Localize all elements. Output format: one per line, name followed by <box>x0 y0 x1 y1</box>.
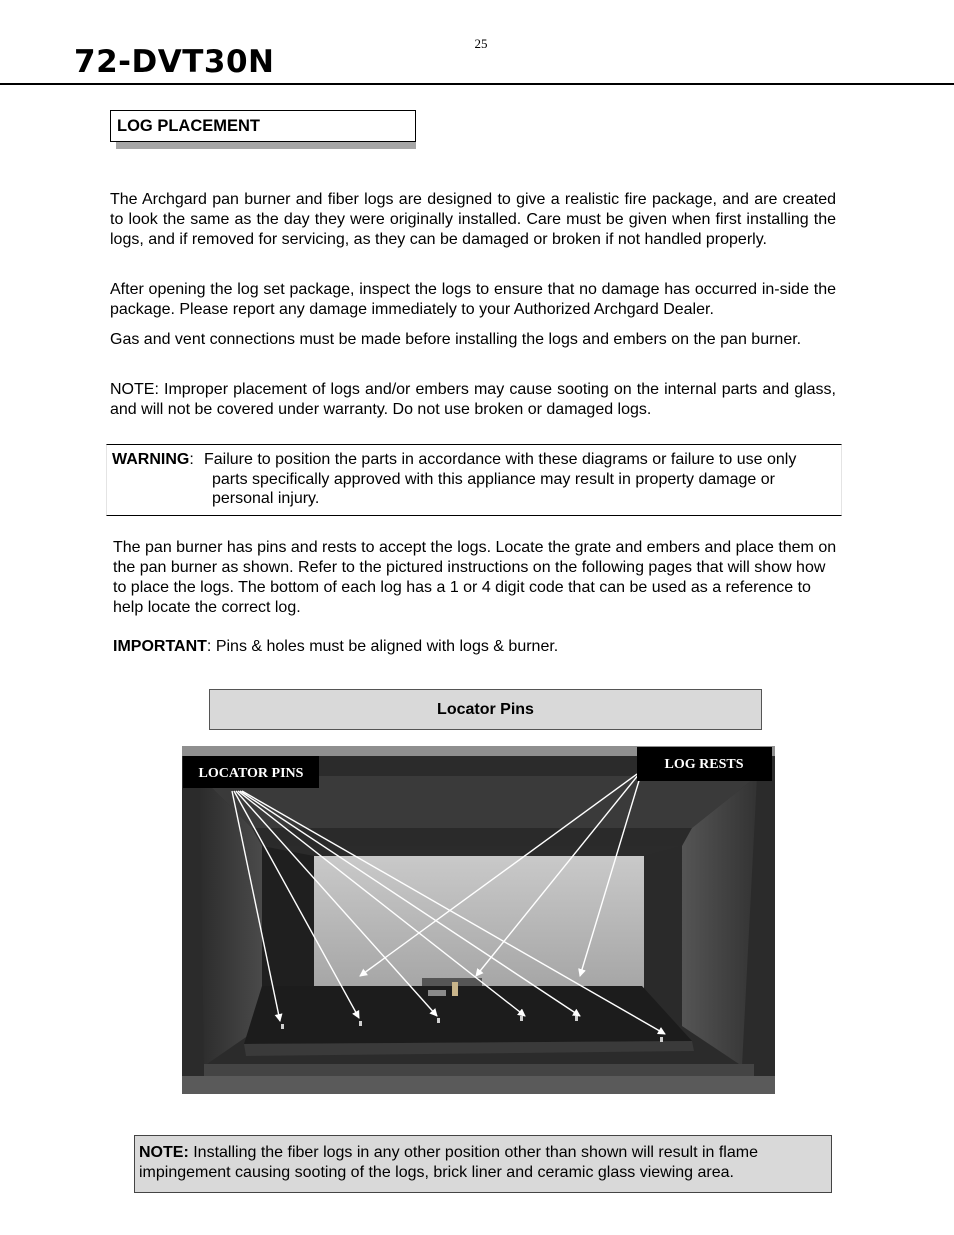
locator-pins-photo <box>182 746 775 1094</box>
note-box <box>134 1135 832 1193</box>
warning-label: WARNING: <box>112 451 194 468</box>
figure-heading: Locator Pins <box>209 689 762 730</box>
page-number: 25 <box>474 36 488 51</box>
locator-pins-label: LOCATOR PINS <box>198 766 304 781</box>
note-paragraph: NOTE: Improper placement of logs and/or embers may cause sooting on the internal parts and glass, and will not be covered under warranty. Do not use broken or damaged logs. <box>110 381 836 418</box>
header-rule <box>0 83 954 85</box>
model-title: 72-DVT30N <box>74 44 275 80</box>
important-note: IMPORTANT: Pins & holes must be aligned with logs & burner. <box>113 638 559 655</box>
inspect-paragraph: After opening the log set package, inspect the logs to ensure that no damage has occurred in-side the package. Please report any damage immediately to your Authorized Archgard Dealer. <box>110 281 836 318</box>
connections-paragraph: Gas and vent connections must be made before installing the logs and embers on the pan burner. <box>110 331 802 348</box>
pan-burner-paragraph: The pan burner has pins and rests to accept the logs. Locate the grate and embers and place them on the pan burner as shown. Refer to the pictured instructions on the following pages that will show how to place the logs. The bottom of each log has a 1 or 4 digit code that can be used as a reference to help locate the correct log. <box>113 539 837 616</box>
intro-paragraph: The Archgard pan burner and fiber logs are designed to give a realistic fire package, and are created to look the same as the day they were originally installed. Care must be given when first installing the logs, and if removed for servicing, as they can be damaged or broken if not handled properly. <box>110 191 836 248</box>
pan-burner <box>244 986 692 1044</box>
note-label: NOTE: <box>139 1144 189 1161</box>
note-text: Installing the fiber logs in any other position other than shown will result in flame impingement causing sooting of the logs, brick liner and ceramic glass viewing area. <box>139 1144 758 1181</box>
warning-text: Failure to position the parts in accordance with these diagrams or failure to use only parts specifically approved with this appliance may result in property damage or personal injury. <box>204 451 797 507</box>
log-rests-label: LOG RESTS <box>664 757 744 772</box>
section-title: LOG PLACEMENT <box>110 110 416 142</box>
